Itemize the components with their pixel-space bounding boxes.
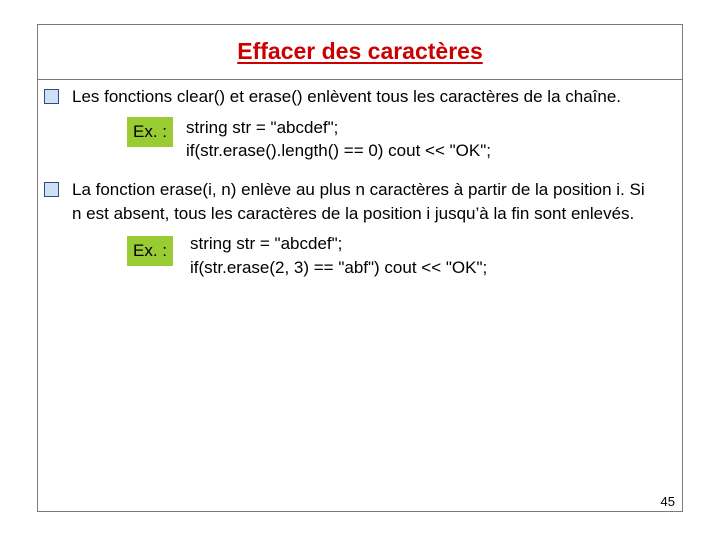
- code-line: if(str.erase().length() == 0) cout << "OK";: [186, 141, 491, 160]
- code-line: if(str.erase(2, 3) == "abf") cout << "OK";: [190, 258, 488, 277]
- bullet-text: Les fonctions clear() et erase() enlèvent tous les caractères de la chaîne.: [72, 87, 622, 106]
- bullet-text: La fonction erase(i, n) enlève au plus n caractères à partir de la position i. Si: [72, 180, 645, 199]
- bullet-text: n est absent, tous les caractères de la position i jusqu’à la fin sont enlevés.: [72, 204, 635, 223]
- code-line: string str = "abcdef";: [190, 234, 343, 253]
- example-label: Ex. :: [127, 236, 173, 266]
- code-line: string str = "abcdef";: [186, 118, 339, 137]
- title-box: [37, 24, 683, 80]
- example-label: Ex. :: [127, 117, 173, 147]
- page-number: 45: [660, 494, 675, 509]
- bullet-square-icon: [44, 89, 59, 104]
- slide-title: Effacer des caractères: [237, 38, 483, 64]
- bullet-square-icon: [44, 182, 59, 197]
